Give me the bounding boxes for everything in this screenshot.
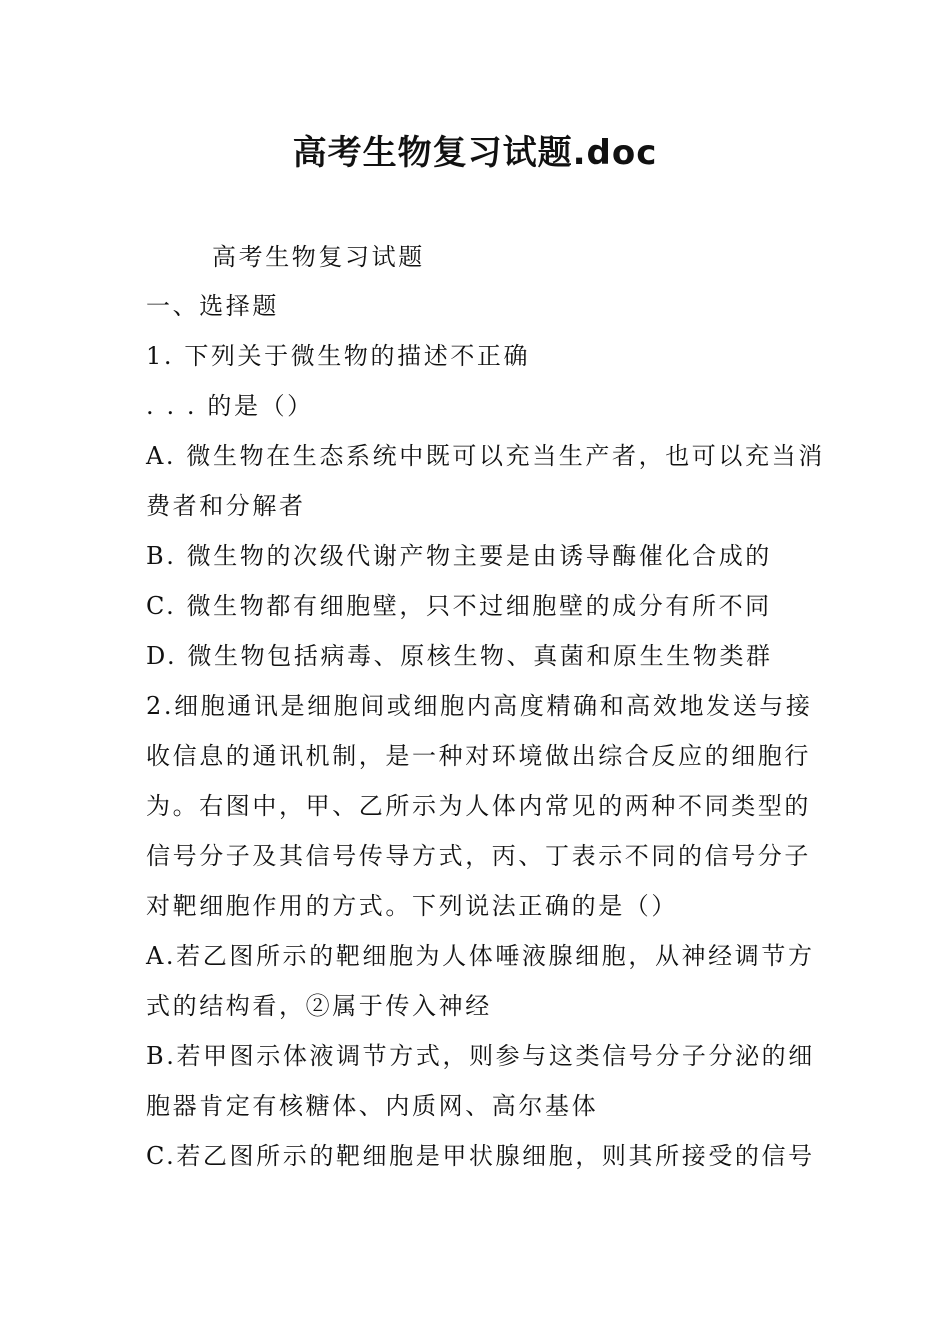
q1-option-a: A. 微生物在生态系统中既可以充当生产者，也可以充当消 xyxy=(146,442,825,470)
q1-option-c: C. 微生物都有细胞壁，只不过细胞壁的成分有所不同 xyxy=(146,592,772,620)
document-subtitle: 高考生物复习试题 xyxy=(212,243,425,271)
question-2-stem-cont: 信号分子及其信号传导方式，丙、丁表示不同的信号分子 xyxy=(146,842,811,870)
q1-option-d: D. 微生物包括病毒、原核生物、真菌和原生生物类群 xyxy=(146,642,773,670)
section-heading: 一、选择题 xyxy=(146,292,279,320)
q2-option-a: A.若乙图所示的靶细胞为人体唾液腺细胞，从神经调节方 xyxy=(146,942,815,970)
q1-option-b: B. 微生物的次级代谢产物主要是由诱导酶催化合成的 xyxy=(146,542,772,570)
q2-option-b: B.若甲图示体液调节方式，则参与这类信号分子分泌的细 xyxy=(146,1042,815,1070)
q2-option-b-cont: 胞器肯定有核糖体、内质网、高尔基体 xyxy=(146,1092,599,1120)
q2-option-a-cont: 式的结构看，②属于传入神经 xyxy=(146,992,492,1020)
q1-option-a-cont: 费者和分解者 xyxy=(146,492,306,520)
question-1-stem: 1. 下列关于微生物的描述不正确 xyxy=(146,342,531,370)
q2-option-c: C.若乙图所示的靶细胞是甲状腺细胞，则其所接受的信号 xyxy=(146,1142,815,1170)
page-title: 高考生物复习试题.doc xyxy=(292,133,658,173)
question-2-stem: 2.细胞通讯是细胞间或细胞内高度精确和高效地发送与接 xyxy=(146,692,813,720)
question-2-stem-cont: 对靶细胞作用的方式。下列说法正确的是（） xyxy=(146,892,678,920)
question-2-stem-cont: 为。右图中，甲、乙所示为人体内常见的两种不同类型的 xyxy=(146,792,811,820)
question-2-stem-cont: 收信息的通讯机制，是一种对环境做出综合反应的细胞行 xyxy=(146,742,811,770)
question-1-stem-cont: . . . 的是（） xyxy=(146,392,314,420)
